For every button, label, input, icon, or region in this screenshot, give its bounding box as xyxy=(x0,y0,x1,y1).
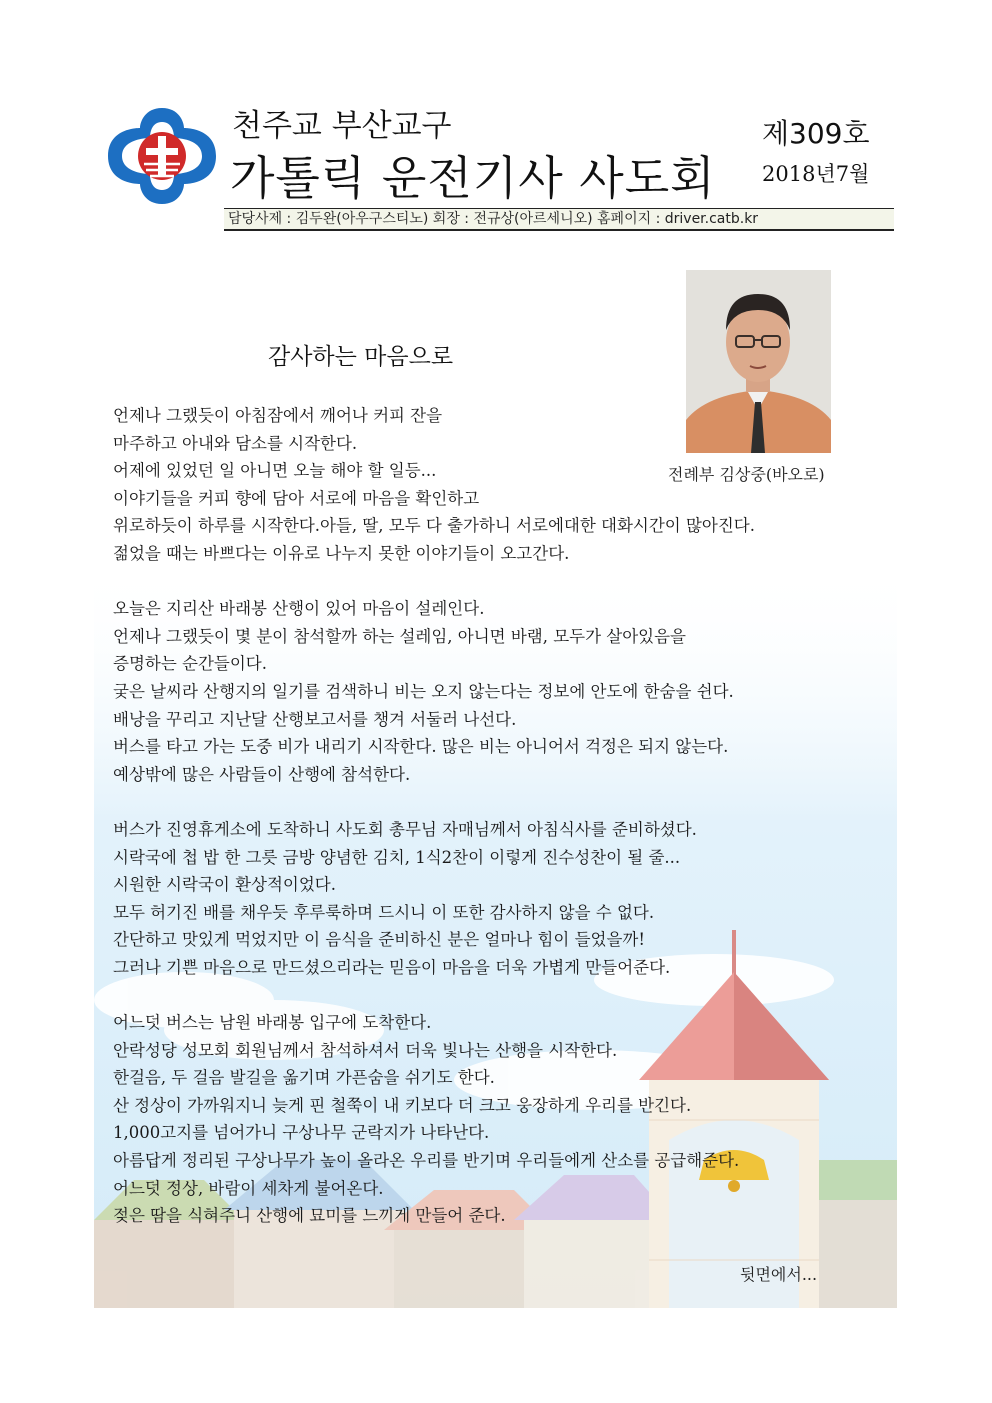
article-line: 한걸음, 두 걸음 발길을 옮기며 가픈숨을 쉬기도 한다. xyxy=(113,1068,495,1088)
issue-number: 제309호 xyxy=(762,117,870,150)
article-line: 증명하는 순간들이다. xyxy=(113,654,267,674)
article-title: 감사하는 마음으로 xyxy=(268,344,454,370)
article-line: 젊었을 때는 바쁘다는 이유로 나누지 못한 이야기들이 오고간다. xyxy=(113,543,570,563)
article-line: 버스가 진영휴게소에 도착하니 사도회 총무님 자매님께서 아침식사를 준비하셨다. xyxy=(113,819,697,839)
diocese-name: 천주교 부산교구 xyxy=(232,108,452,144)
article-line: 아름답게 정리된 구상나무가 높이 올라온 우리를 반기며 우리들에게 산소를 공급해준다. xyxy=(113,1151,740,1171)
article-line: 1,000고지를 넘어가니 구상나무 군락지가 나타난다. xyxy=(113,1123,490,1143)
article-line: 예상밖에 많은 사람들이 산행에 참석한다. xyxy=(113,764,411,784)
article-line: 젖은 땀을 식혀주니 산행에 묘미를 느끼게 만들어 준다. xyxy=(113,1206,506,1226)
article-line: 위로하듯이 하루를 시작한다.아들, 딸, 모두 다 출가하니 서로에대한 대화시간이 많아진다. xyxy=(113,516,755,536)
article-line xyxy=(113,568,893,596)
photo-caption: 전례부 김상중(바오로) xyxy=(668,465,825,484)
article-line: 마주하고 아내와 담소를 시작한다. xyxy=(113,433,358,453)
article-line: 언제나 그랬듯이 몇 분이 참석할까 하는 설레임, 아니면 바램, 모두가 살아있음을 xyxy=(113,626,686,646)
article-line: 어느덧 정상, 바람이 세차게 불어온다. xyxy=(113,1178,384,1198)
article-line: 모두 허기진 배를 채우듯 후루룩하며 드시니 이 또한 감사하지 않을 수 없다. xyxy=(113,902,655,922)
article-line: 버스를 타고 가는 도중 비가 내리기 시작한다. 많은 비는 아니어서 걱정은 되지 않는다. xyxy=(113,737,729,757)
newsletter-title: 가톨릭 운전기사 사도회 xyxy=(230,151,716,205)
article-line: 배낭을 꾸리고 지난달 산행보고서를 챙겨 서둘러 나선다. xyxy=(113,709,517,729)
issue-date: 2018년7월 xyxy=(762,162,870,186)
article-line: 어느덧 버스는 남원 바래봉 입구에 도착한다. xyxy=(113,1013,432,1033)
article-line: 안락성당 성모회 회원님께서 참석하셔서 더욱 빛나는 산행을 시작한다. xyxy=(113,1040,618,1060)
article-line: 간단하고 맛있게 먹었지만 이 음식을 준비하신 분은 얼마나 힘이 들었을까! xyxy=(113,930,646,950)
article-line: 시락국에 첩 밥 한 그릇 금방 양념한 김치, 1식2찬이 이렇게 진수성찬이 될 줄... xyxy=(113,847,681,867)
continued-note: 뒷면에서... xyxy=(740,1265,818,1284)
article-line xyxy=(113,981,893,1009)
article-body xyxy=(113,402,893,1230)
article-line xyxy=(113,788,893,816)
article-line: 시원한 시락국이 환상적이었다. xyxy=(113,875,336,895)
info-bar: 담당사제 : 김두완(아우구스티노) 회장 : 전규상(아르세니오) 홈페이지 : driver.catb.kr xyxy=(224,208,894,231)
article-line: 어제에 있었던 일 아니면 오늘 해야 할 일등... xyxy=(113,461,437,481)
article-line: 언제나 그랬듯이 아침잠에서 깨어나 커피 잔을 xyxy=(113,406,443,425)
diocese-logo-icon xyxy=(104,104,220,208)
article-line: 이야기들을 커피 향에 담아 서로에 마음을 확인하고 xyxy=(113,488,480,508)
article-line: 오늘은 지리산 바래봉 산행이 있어 마음이 설레인다. xyxy=(113,599,485,619)
article-line: 산 정상이 가까워지니 늦게 핀 철쭉이 내 키보다 더 크고 웅장하게 우리를 반긴다. xyxy=(113,1095,692,1115)
article-line: 그러나 기쁜 마음으로 만드셨으리라는 믿음이 마음을 더욱 가볍게 만들어준다. xyxy=(113,957,671,977)
article-line: 궂은 날씨라 산행지의 일기를 검색하니 비는 오지 않는다는 정보에 안도에 한숨을 쉰다. xyxy=(113,681,734,701)
